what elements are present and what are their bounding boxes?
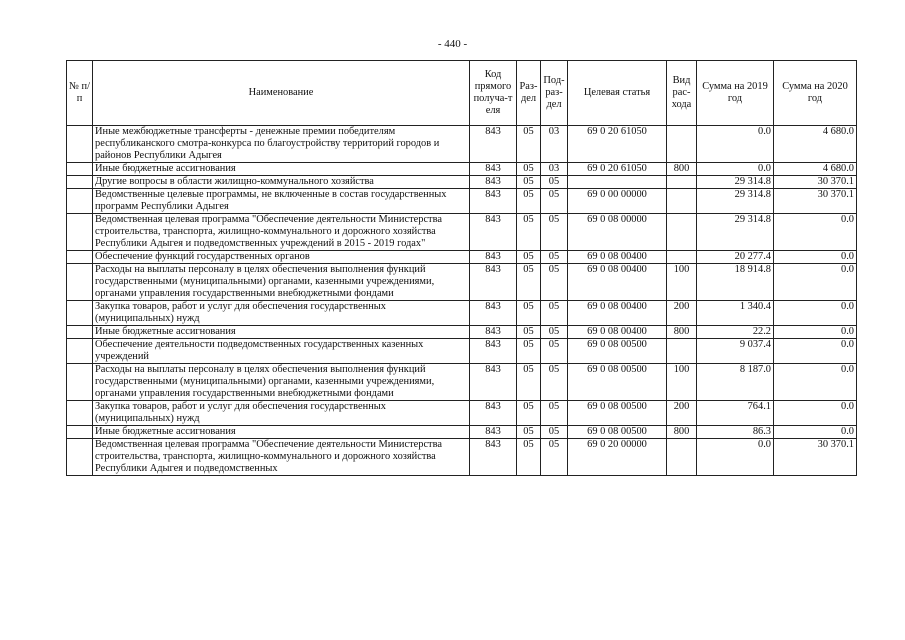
cell-section: 05 [517,364,541,401]
cell-code: 843 [470,251,517,264]
cell-sum-2020: 0.0 [774,401,857,426]
cell-subsection: 05 [541,401,568,426]
cell-subsection: 05 [541,301,568,326]
cell-num [67,401,93,426]
table-row [67,264,857,301]
cell-section: 05 [517,189,541,214]
cell-exp-type: 100 [667,364,697,401]
cell-section: 05 [517,163,541,176]
cell-sum-2019: 0.0 [697,163,774,176]
cell-subsection: 03 [541,163,568,176]
cell-num [67,251,93,264]
cell-name: Иные бюджетные ассигнования [93,326,470,339]
cell-sum-2019: 20 277.4 [697,251,774,264]
cell-subsection: 05 [541,176,568,189]
cell-section: 05 [517,176,541,189]
cell-section: 05 [517,264,541,301]
cell-subsection: 05 [541,251,568,264]
cell-sum-2019: 86.3 [697,426,774,439]
cell-code: 843 [470,364,517,401]
cell-section: 05 [517,326,541,339]
cell-sum-2019: 764.1 [697,401,774,426]
cell-name: Ведомственная целевая программа "Обеспечение деятельности Министерства строительства, транспорта, жилищно-коммунального и дорожного хозяйства Республики Адыгея и подведомственных учреждений в 2015 - 2019 годах" [93,214,470,251]
cell-section: 05 [517,126,541,163]
cell-target: 69 0 08 00500 [568,426,667,439]
table-row [67,163,857,176]
table-row [67,301,857,326]
table-row [67,214,857,251]
cell-section: 05 [517,439,541,476]
table-row [67,339,857,364]
cell-sum-2019: 22.2 [697,326,774,339]
table-row [67,326,857,339]
cell-subsection: 05 [541,426,568,439]
budget-table [66,60,857,476]
cell-code: 843 [470,339,517,364]
cell-exp-type [667,189,697,214]
cell-code: 843 [470,176,517,189]
cell-sum-2020: 0.0 [774,264,857,301]
cell-num [67,163,93,176]
cell-target: 69 0 08 00400 [568,301,667,326]
table-row [67,364,857,401]
cell-name: Закупка товаров, работ и услуг для обеспечения государственных (муниципальных) нужд [93,301,470,326]
cell-exp-type [667,126,697,163]
cell-num [67,426,93,439]
cell-num [67,301,93,326]
cell-name: Иные бюджетные ассигнования [93,426,470,439]
cell-name: Обеспечение функций государственных органов [93,251,470,264]
cell-code: 843 [470,163,517,176]
header-num: № п/п [67,61,93,126]
cell-sum-2019: 29 314.8 [697,189,774,214]
header-name: Наименование [93,61,470,126]
cell-num [67,339,93,364]
cell-num [67,326,93,339]
cell-exp-type: 800 [667,163,697,176]
cell-exp-type: 800 [667,326,697,339]
header-exp-type: Вид рас-хода [667,61,697,126]
header-section: Раз-дел [517,61,541,126]
cell-sum-2020: 0.0 [774,326,857,339]
cell-code: 843 [470,301,517,326]
header-code: Код прямого получа-т еля [470,61,517,126]
cell-sum-2020: 0.0 [774,364,857,401]
cell-exp-type [667,439,697,476]
cell-target: 69 0 08 00400 [568,251,667,264]
cell-sum-2020: 30 370.1 [774,189,857,214]
cell-name: Другие вопросы в области жилищно-коммунального хозяйства [93,176,470,189]
cell-code: 843 [470,214,517,251]
cell-num [67,364,93,401]
cell-target: 69 0 08 00400 [568,326,667,339]
header-sum-2020: Сумма на 2020 год [774,61,857,126]
cell-target: 69 0 08 00400 [568,264,667,301]
cell-target: 69 0 08 00500 [568,364,667,401]
table-row [67,126,857,163]
cell-section: 05 [517,426,541,439]
cell-num [67,264,93,301]
cell-section: 05 [517,251,541,264]
cell-sum-2019: 0.0 [697,126,774,163]
cell-sum-2019: 1 340.4 [697,301,774,326]
cell-subsection: 05 [541,326,568,339]
cell-exp-type: 100 [667,264,697,301]
cell-subsection: 05 [541,439,568,476]
header-subsection: Под-раз-дел [541,61,568,126]
cell-name: Обеспечение деятельности подведомственных государственных казенных учреждений [93,339,470,364]
cell-sum-2019: 29 314.8 [697,214,774,251]
cell-sum-2020: 4 680.0 [774,163,857,176]
cell-num [67,214,93,251]
table-row [67,176,857,189]
table-row [67,251,857,264]
page-number: - 440 - [437,38,468,50]
cell-sum-2019: 9 037.4 [697,339,774,364]
cell-sum-2020: 30 370.1 [774,439,857,476]
cell-subsection: 03 [541,126,568,163]
cell-subsection: 05 [541,264,568,301]
cell-sum-2020: 0.0 [774,301,857,326]
cell-target: 69 0 20 00000 [568,439,667,476]
cell-code: 843 [470,326,517,339]
cell-exp-type: 200 [667,401,697,426]
cell-code: 843 [470,126,517,163]
cell-exp-type [667,339,697,364]
cell-num [67,126,93,163]
cell-exp-type: 800 [667,426,697,439]
cell-exp-type: 200 [667,301,697,326]
cell-num [67,176,93,189]
table-row [67,401,857,426]
cell-target: 69 0 08 00000 [568,214,667,251]
table-row [67,426,857,439]
cell-code: 843 [470,401,517,426]
cell-code: 843 [470,189,517,214]
cell-section: 05 [517,339,541,364]
header-sum-2019: Сумма на 2019 год [697,61,774,126]
cell-name: Ведомственная целевая программа "Обеспечение деятельности Министерства строительства, транспорта, жилищно-коммунального и дорожного хозяйства Республики Адыгея и подведомственных [93,439,470,476]
cell-code: 843 [470,439,517,476]
cell-subsection: 05 [541,339,568,364]
cell-target: 69 0 20 61050 [568,163,667,176]
cell-target: 69 0 20 61050 [568,126,667,163]
cell-sum-2020: 0.0 [774,251,857,264]
cell-sum-2020: 0.0 [774,214,857,251]
cell-sum-2019: 29 314.8 [697,176,774,189]
cell-code: 843 [470,426,517,439]
cell-exp-type [667,251,697,264]
cell-subsection: 05 [541,189,568,214]
table-header-row [67,61,857,126]
cell-name: Иные бюджетные ассигнования [93,163,470,176]
cell-subsection: 05 [541,364,568,401]
cell-target: 69 0 00 00000 [568,189,667,214]
cell-num [67,189,93,214]
cell-section: 05 [517,401,541,426]
cell-section: 05 [517,301,541,326]
cell-name: Ведомственные целевые программы, не включенные в состав государственных программ Республики Адыгея [93,189,470,214]
cell-name: Закупка товаров, работ и услуг для обеспечения государственных (муниципальных) нужд [93,401,470,426]
cell-target [568,176,667,189]
header-target: Целевая статья [568,61,667,126]
cell-target: 69 0 08 00500 [568,339,667,364]
table-row [67,439,857,476]
cell-code: 843 [470,264,517,301]
table-row [67,189,857,214]
cell-target: 69 0 08 00500 [568,401,667,426]
cell-sum-2019: 8 187.0 [697,364,774,401]
cell-subsection: 05 [541,214,568,251]
cell-sum-2019: 18 914.8 [697,264,774,301]
cell-sum-2020: 4 680.0 [774,126,857,163]
cell-sum-2019: 0.0 [697,439,774,476]
cell-exp-type [667,176,697,189]
cell-section: 05 [517,214,541,251]
cell-sum-2020: 30 370.1 [774,176,857,189]
cell-name: Иные межбюджетные трансферты - денежные премии победителям республиканского смотра-конкурса по благоустройству территорий городов и районов Республики Адыгея [93,126,470,163]
cell-exp-type [667,214,697,251]
cell-sum-2020: 0.0 [774,339,857,364]
cell-num [67,439,93,476]
cell-name: Расходы на выплаты персоналу в целях обеспечения выполнения функций государственными (муниципальными) органами, казенными учреждениями, органами управления государственными внебюджетными фондами [93,264,470,301]
cell-sum-2020: 0.0 [774,426,857,439]
cell-name: Расходы на выплаты персоналу в целях обеспечения выполнения функций государственными (муниципальными) органами, казенными учреждениями, органами управления государственными внебюджетными фондами [93,364,470,401]
